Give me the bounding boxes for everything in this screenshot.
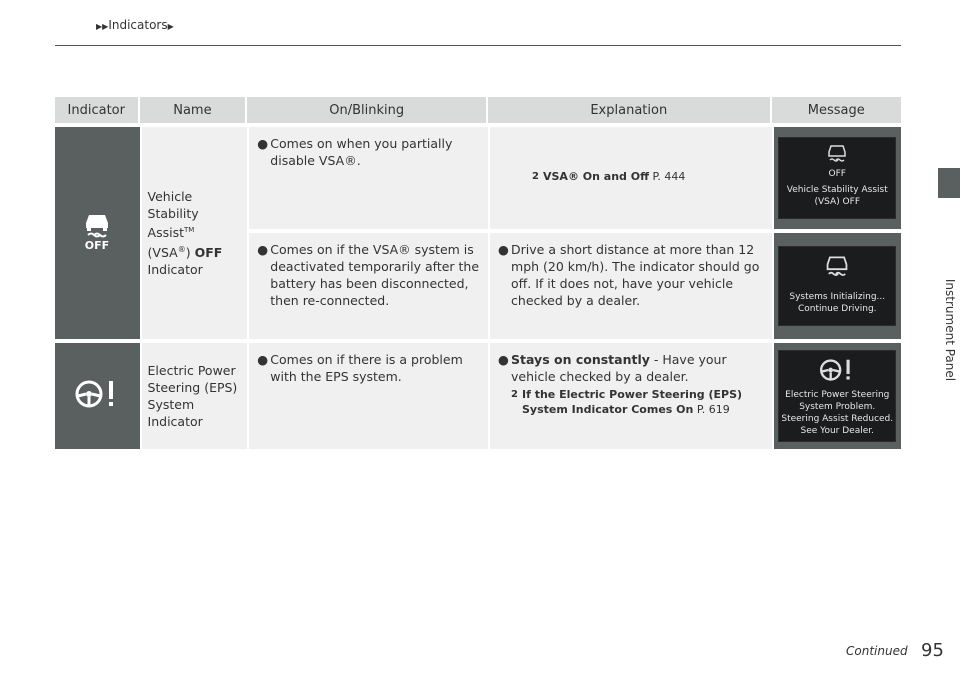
eps-on-text: Comes on if there is a problem with the EPS system.: [270, 352, 463, 384]
indicator-table: [55, 97, 901, 453]
column-header-on-blinking: On/Blinking: [247, 97, 488, 123]
vsa-row1-ref-page: P. 444: [652, 169, 686, 183]
bullet-icon: ●: [257, 136, 269, 151]
vsa-name-paren: ): [185, 245, 191, 261]
vsa-icon: [824, 255, 850, 281]
continued-label: Continued: [846, 644, 908, 658]
vsa-name-cell: [140, 123, 248, 343]
eps-msg-line: System Problem.: [799, 402, 876, 412]
eps-name-line: Electric Power: [147, 363, 236, 378]
column-header-indicator: Indicator: [55, 97, 140, 123]
eps-name-line: System: [147, 397, 195, 412]
eps-explanation: [488, 343, 771, 453]
bullet-icon: ●: [257, 352, 269, 367]
vsa-name-line: [148, 241, 242, 261]
vsa-name-assist: Assist: [147, 225, 184, 240]
vsa-indicator-cell: [55, 123, 140, 343]
reference-arrow-icon: 2: [532, 170, 539, 182]
eps-ref-link[interactable]: If the Electric Power Steering (EPS) System Indicator Comes On: [522, 388, 743, 416]
eps-msg-line: Steering Assist Reduced.: [781, 414, 894, 424]
table-row: [55, 343, 901, 453]
eps-message-screen: [778, 350, 896, 442]
vsa-off-message-screen: [778, 137, 896, 219]
vsa-off-icon: [80, 211, 114, 251]
reference-arrow-icon: 2: [511, 389, 518, 400]
eps-name-line: Indicator: [147, 414, 203, 429]
eps-warning-icon: [818, 357, 856, 383]
eps-msg-line: See Your Dealer.: [800, 426, 874, 436]
table-row: [55, 123, 901, 233]
eps-exp-rest: - Have your vehicle checked by a dealer.: [511, 352, 727, 384]
eps-msg-line: Electric Power Steering: [785, 390, 890, 400]
eps-name-line: Steering (EPS): [147, 380, 238, 395]
vsa-row2-exp-text: Drive a short distance at more than 12 mph (20 km/h). The indicator should go off. If it does not, have your vehicle checked by a dealer.: [511, 242, 760, 308]
svg-text:OFF: OFF: [85, 239, 110, 251]
vsa-name-line: Stability: [147, 205, 199, 221]
init-msg-line: Systems Initializing...: [789, 292, 886, 302]
vsa-row2-explanation: [488, 233, 771, 343]
vsa-name-abbr: (VSA: [147, 245, 178, 261]
breadcrumb-section: Indicators: [108, 18, 168, 32]
systems-initializing-screen: [778, 246, 896, 326]
page-number: 95: [921, 640, 944, 661]
table-header-row: [55, 97, 901, 123]
column-header-message: Message: [772, 97, 901, 123]
vsa-name-line: Vehicle: [147, 188, 193, 204]
eps-exp-bold: Stays on constantly: [511, 352, 650, 367]
vsa-icon: [826, 144, 848, 166]
vsa-row1-message-cell: [772, 123, 901, 233]
eps-message-cell: [772, 343, 901, 453]
breadcrumb: [96, 18, 174, 32]
vsa-name-tm: TM: [184, 225, 195, 234]
vsa-name-reg: ®: [177, 245, 186, 254]
eps-indicator-cell: [55, 343, 140, 453]
bullet-icon: ●: [257, 242, 269, 257]
bullet-icon: ●: [498, 242, 509, 257]
init-msg-line: Continue Driving.: [797, 304, 877, 314]
eps-name-cell: [140, 343, 248, 453]
eps-ref-page: P. 619: [696, 403, 730, 416]
vsa-row1-explanation: [488, 123, 771, 233]
column-header-name: Name: [140, 97, 248, 123]
side-section-label: Instrument Panel: [943, 278, 957, 382]
section-tab: [938, 168, 960, 198]
bullet-icon: ●: [498, 352, 509, 367]
header-rule: [55, 45, 901, 46]
vsa-name-off: OFF: [194, 245, 223, 261]
vsa-msg-line: (VSA) OFF: [814, 197, 860, 207]
vsa-row2-message-cell: [772, 233, 901, 343]
vsa-row1-on-blinking: [247, 123, 488, 233]
breadcrumb-arrow-icon: ▶▶: [96, 22, 109, 31]
column-header-explanation: Explanation: [488, 97, 771, 123]
vsa-row1-on-text: Comes on when you partially disable VSA®.: [270, 136, 453, 168]
breadcrumb-arrow-icon: ▶: [167, 22, 174, 31]
vsa-row1-ref-link[interactable]: VSA® On and Off: [543, 169, 650, 183]
vsa-row2-on-blinking: [247, 233, 488, 343]
vsa-row2-on-text: Comes on if the VSA® system is deactivated temporarily after the battery has been disconnected, then re-connected.: [270, 242, 480, 308]
vsa-name-line: Indicator: [147, 262, 203, 278]
eps-on-blinking: [247, 343, 488, 453]
vsa-msg-line: Vehicle Stability Assist: [786, 185, 888, 195]
vsa-name-line: [148, 222, 242, 241]
eps-warning-icon: [73, 378, 121, 410]
vsa-msg-off: OFF: [828, 169, 846, 179]
